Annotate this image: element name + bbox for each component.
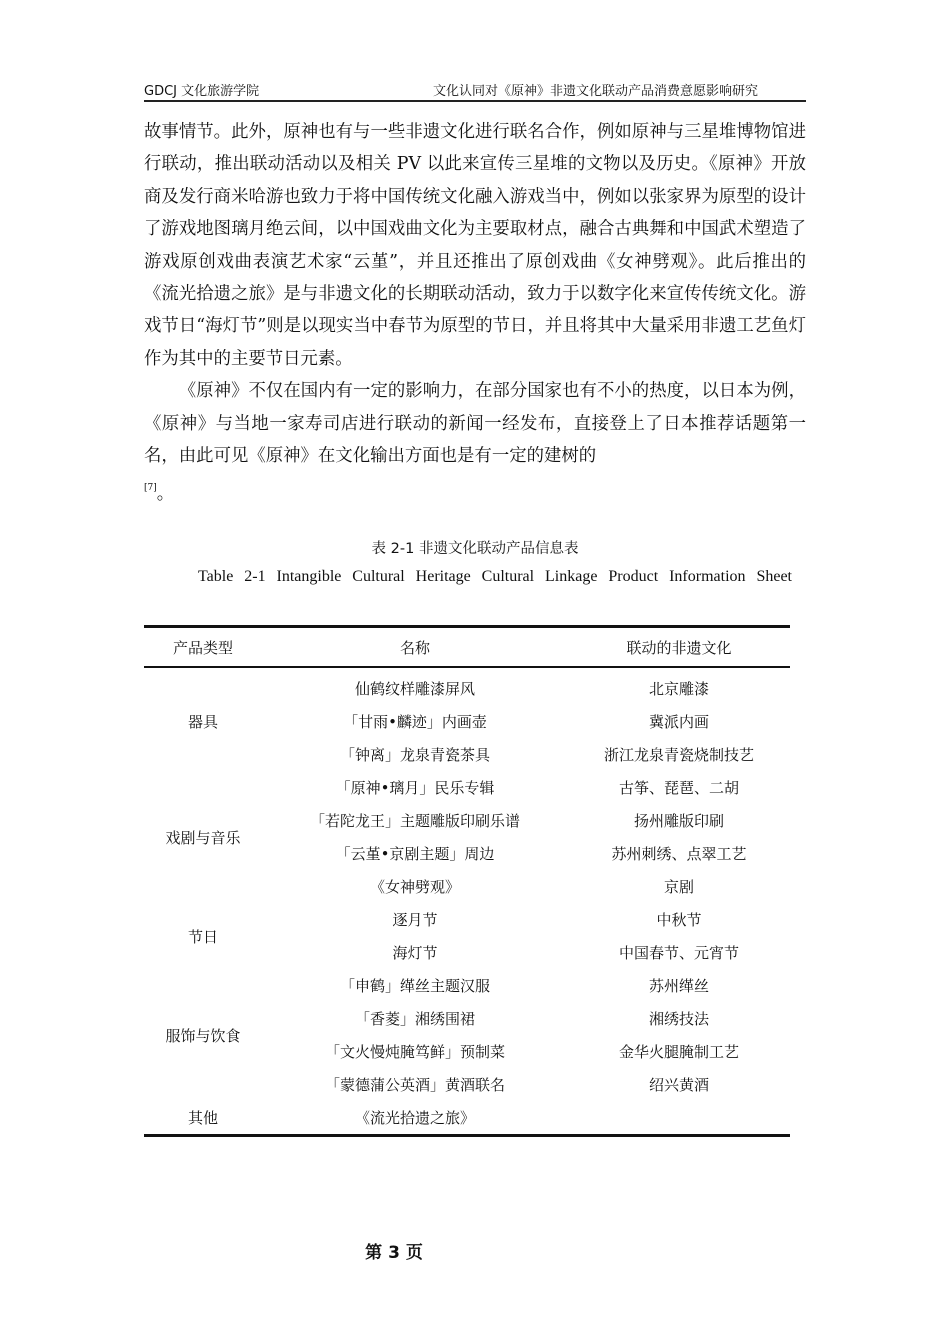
page-number: 第 3 页 bbox=[365, 1243, 423, 1263]
product-name: 「若陀龙王」主题雕版印刷乐谱 bbox=[309, 812, 520, 830]
heritage-name: 冀派内画 bbox=[648, 713, 709, 731]
heritage-name: 古筝、琵琶、二胡 bbox=[618, 779, 739, 797]
product-name: 「申鹤」缂丝主题汉服 bbox=[339, 977, 490, 995]
table-row bbox=[144, 771, 790, 804]
product-name: 「蒙德蒲公英酒」黄酒联名 bbox=[324, 1076, 505, 1094]
product-name: 「香菱」湘绣围裙 bbox=[354, 1010, 475, 1028]
heritage-name: 苏州缂丝 bbox=[648, 977, 709, 995]
table-header-row bbox=[144, 627, 790, 668]
paragraph-text: 《原神》不仅在国内有一定的影响力，在部分国家也有不小的热度，以日本为例，《原神》与当地一家寿司店进行联动的新闻一经发布，直接登上了日本推荐话题第一名，由此可见《原神》在文化输出方面也是有一定的建树的 bbox=[144, 381, 806, 467]
heritage-name: 中国春节、元宵节 bbox=[618, 944, 739, 962]
category-cell: 器具 bbox=[187, 713, 218, 731]
header-name: 名称 bbox=[262, 627, 568, 668]
product-name: 逐月节 bbox=[392, 911, 438, 929]
heritage-name: 苏州刺绣、点翠工艺 bbox=[611, 845, 747, 863]
heritage-name: 北京雕漆 bbox=[648, 680, 709, 698]
body-text bbox=[144, 116, 806, 511]
heritage-name: 浙江龙泉青瓷烧制技艺 bbox=[603, 746, 754, 764]
heritage-name: 京剧 bbox=[663, 878, 694, 896]
heritage-name: 中秋节 bbox=[656, 911, 702, 929]
header-paper-title: 文化认同对《原神》非遗文化联动产品消费意愿影响研究 bbox=[432, 84, 758, 99]
category-cell: 节日 bbox=[187, 927, 218, 946]
header-heritage: 联动的非遗文化 bbox=[568, 627, 790, 668]
table-row bbox=[144, 903, 790, 936]
table-row bbox=[144, 1101, 790, 1136]
product-name: 《流光拾遗之旅》 bbox=[354, 1109, 475, 1127]
running-header bbox=[144, 78, 806, 102]
product-name: 「原神•璃月」民乐专辑 bbox=[335, 779, 495, 797]
paragraph bbox=[144, 375, 806, 472]
table-caption-en: Table 2-1 Intangible Cultural Heritage Cultural Linkage Product Information Sheet bbox=[198, 568, 792, 585]
citation-tail: 。 bbox=[156, 484, 175, 505]
category-cell: 服饰与饮食 bbox=[165, 1026, 241, 1045]
table-caption-cn: 表 2-1 非遗文化联动产品信息表 bbox=[371, 541, 579, 557]
product-name: 「甘雨•麟迹」内画壶 bbox=[343, 713, 487, 731]
product-name: 仙鹤纹样雕漆屏风 bbox=[354, 680, 475, 698]
heritage-name: 绍兴黄酒 bbox=[648, 1076, 709, 1094]
table-row bbox=[144, 969, 790, 1002]
table-row bbox=[144, 667, 790, 705]
citation-reference: [7] bbox=[144, 483, 157, 494]
heritage-name bbox=[568, 1101, 790, 1136]
heritage-name: 湘绣技法 bbox=[648, 1010, 709, 1028]
product-name: 《女神劈观》 bbox=[369, 878, 460, 896]
category-cell: 戏剧与音乐 bbox=[165, 828, 241, 847]
header-category: 产品类型 bbox=[144, 627, 262, 668]
citation-line bbox=[144, 472, 806, 510]
heritage-name: 金华火腿腌制工艺 bbox=[618, 1043, 739, 1061]
header-institution: GDCJ 文化旅游学院 bbox=[144, 84, 260, 99]
paragraph: 故事情节。此外，原神也有与一些非遗文化进行联名合作，例如原神与三星堆博物馆进行联动，推出联动活动以及相关 PV 以此来宣传三星堆的文物以及历史。《原神》开放商及发行商米哈游也致力于将中国传统文化融入游戏当中，例如以张家界为原型的设计了游戏地图璃月绝云间，以中国戏曲文化为主要取材点，融合古典舞和中国武术塑造了游戏原创戏曲表演艺术家“云堇”，并且还推出了原创戏曲《女神劈观》。此后推出的《流光拾遗之旅》是与非遗文化的长期联动活动，致力于以数字化来宣传传统文化。游戏节日“海灯节”则是以现实当中春节为原型的节日，并且将其中大量采用非遗工艺鱼灯作为其中的主要节日元素。 bbox=[144, 122, 806, 369]
product-name: 「文火慢炖腌笃鲜」预制菜 bbox=[324, 1043, 505, 1061]
product-name: 「钟离」龙泉青瓷茶具 bbox=[339, 746, 490, 764]
heritage-name: 扬州雕版印刷 bbox=[633, 812, 724, 830]
product-name: 「云堇•京剧主题」周边 bbox=[335, 845, 495, 863]
product-info-table bbox=[144, 625, 790, 1137]
product-name: 海灯节 bbox=[392, 944, 438, 962]
category-cell: 其他 bbox=[187, 1109, 218, 1127]
